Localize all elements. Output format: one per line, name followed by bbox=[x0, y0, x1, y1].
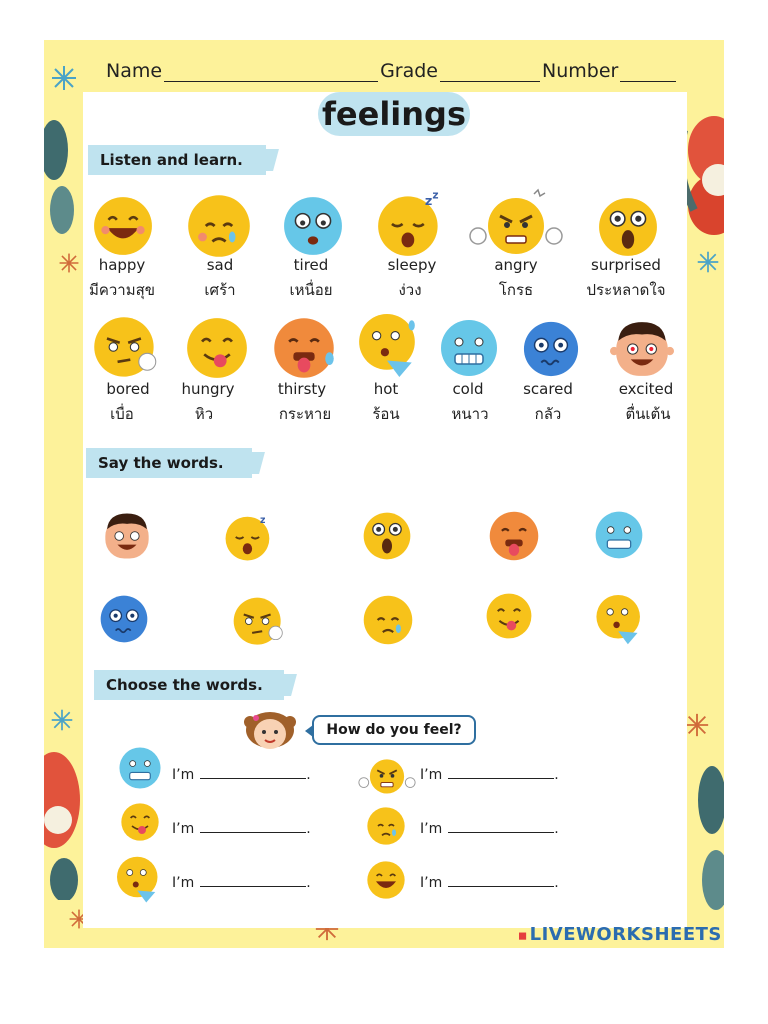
im-label: I’m bbox=[420, 767, 443, 783]
vocab-label-th: เหนื่อย bbox=[289, 281, 333, 299]
vocab-label-th: กระหาย bbox=[278, 405, 332, 423]
sad-emoji-icon[interactable] bbox=[362, 594, 414, 646]
grade-field[interactable] bbox=[440, 63, 540, 82]
bored-emoji-icon bbox=[90, 315, 160, 381]
sleepy-emoji-icon bbox=[376, 190, 444, 258]
answer-line: I’m . bbox=[172, 821, 311, 837]
section-choose-the-words: Choose the words. bbox=[94, 670, 284, 700]
im-label: I’m bbox=[420, 821, 443, 837]
speech-bubble: How do you feel? bbox=[312, 715, 476, 745]
vocab-label-th: หิว bbox=[194, 405, 214, 423]
vocab-label-en: thirsty bbox=[277, 380, 327, 398]
answer-blank[interactable] bbox=[200, 820, 306, 833]
vocab-label-en: hot bbox=[373, 380, 399, 398]
vocab-label-en: angry bbox=[494, 256, 538, 274]
logo-mark-icon: ◼ bbox=[518, 928, 528, 942]
vocab-label-en: scared bbox=[523, 380, 573, 398]
vocab-label-en: sad bbox=[206, 256, 234, 274]
happy-emoji-icon bbox=[92, 195, 154, 257]
sparkle-icon bbox=[50, 708, 74, 732]
grade-label: Grade bbox=[380, 60, 438, 82]
svg-text:z: z bbox=[432, 190, 439, 202]
name-label: Name bbox=[106, 60, 163, 82]
happy-emoji-icon bbox=[366, 860, 406, 900]
hungry-emoji-icon bbox=[184, 316, 250, 380]
leaf-decoration-left bbox=[44, 120, 84, 240]
page-title: feelings bbox=[322, 95, 466, 133]
vocab-label-th: ง่วง bbox=[398, 281, 422, 299]
thirsty-emoji-icon bbox=[270, 316, 338, 380]
thirsty-emoji-icon[interactable] bbox=[486, 510, 542, 562]
vocab-label-th: ร้อน bbox=[372, 405, 400, 423]
answer-blank[interactable] bbox=[448, 766, 554, 779]
excited-emoji-icon bbox=[610, 318, 674, 380]
answer-line: I’m . bbox=[420, 767, 559, 783]
vocab-label-en: bored bbox=[106, 380, 150, 398]
angry-emoji-icon bbox=[356, 752, 418, 796]
hungry-emoji-icon bbox=[120, 802, 160, 842]
hot-emoji-icon[interactable] bbox=[594, 594, 644, 646]
girl-avatar-icon bbox=[242, 708, 298, 752]
im-label: I’m bbox=[420, 875, 443, 891]
logo-text: LIVEWORKSHEETS bbox=[529, 924, 722, 945]
sad-emoji-icon bbox=[366, 806, 406, 846]
vocab-label-en: tired bbox=[293, 256, 329, 274]
sleepy-emoji-icon[interactable] bbox=[224, 512, 274, 562]
sparkle-icon bbox=[50, 64, 78, 92]
hungry-emoji-icon[interactable] bbox=[484, 592, 534, 640]
scared-emoji-icon bbox=[522, 320, 580, 378]
answer-line: I’m . bbox=[420, 821, 559, 837]
vocab-label-th: โกรธ bbox=[498, 281, 534, 299]
tired-emoji-icon bbox=[282, 195, 344, 257]
answer-line: I’m . bbox=[172, 767, 311, 783]
sparkle-icon bbox=[684, 712, 710, 738]
hot-emoji-icon bbox=[114, 856, 162, 904]
vocab-label-en: happy bbox=[98, 256, 146, 274]
vocab-label-th: กลัว bbox=[534, 405, 562, 423]
number-label: Number bbox=[542, 60, 619, 82]
hot-emoji-icon bbox=[356, 313, 420, 379]
scared-emoji-icon[interactable] bbox=[98, 594, 150, 644]
flower-decoration-bottom-left bbox=[44, 740, 84, 900]
im-label: I’m bbox=[172, 821, 195, 837]
vocab-label-th: หนาว bbox=[451, 405, 489, 423]
sad-emoji-icon bbox=[186, 193, 252, 259]
vocab-label-en: cold bbox=[452, 380, 484, 398]
section-listen-and-learn: Listen and learn. bbox=[88, 145, 266, 175]
name-field[interactable] bbox=[164, 63, 378, 82]
number-field[interactable] bbox=[620, 63, 676, 82]
excited-emoji-icon[interactable] bbox=[100, 510, 154, 562]
vocab-label-th: มีความสุข bbox=[88, 281, 156, 299]
vocab-label-en: surprised bbox=[591, 256, 661, 274]
vocab-label-th: ประหลาดใจ bbox=[586, 281, 666, 299]
answer-blank[interactable] bbox=[448, 820, 554, 833]
surprised-emoji-icon[interactable] bbox=[361, 511, 413, 561]
student-info-header bbox=[106, 54, 696, 82]
svg-text:z: z bbox=[424, 193, 433, 209]
section-say-the-words: Say the words. bbox=[86, 448, 252, 478]
answer-line: I’m . bbox=[420, 875, 559, 891]
answer-blank[interactable] bbox=[200, 874, 306, 887]
cold-emoji-icon bbox=[118, 746, 162, 790]
bored-emoji-icon[interactable] bbox=[230, 596, 286, 648]
svg-text:z: z bbox=[259, 514, 266, 526]
sparkle-icon bbox=[696, 250, 720, 274]
vocab-label-en: excited bbox=[618, 380, 674, 398]
im-label: I’m bbox=[172, 767, 195, 783]
surprised-emoji-icon bbox=[596, 196, 660, 258]
leaf-decoration-right bbox=[686, 760, 724, 940]
vocab-label-th: เบื่อ bbox=[110, 405, 134, 423]
liveworksheets-logo[interactable] bbox=[518, 924, 722, 945]
answer-blank[interactable] bbox=[448, 874, 554, 887]
vocab-label-th: ตื่นเต้น bbox=[625, 405, 671, 423]
vocab-label-th: เศร้า bbox=[204, 281, 236, 299]
vocab-label-en: sleepy bbox=[387, 256, 437, 274]
cold-emoji-icon[interactable] bbox=[594, 510, 644, 560]
angry-emoji-icon bbox=[466, 186, 566, 258]
cold-emoji-icon bbox=[438, 318, 500, 378]
vocab-label-en: hungry bbox=[181, 380, 235, 398]
answer-line: I’m . bbox=[172, 875, 311, 891]
answer-blank[interactable] bbox=[200, 766, 306, 779]
im-label: I’m bbox=[172, 875, 195, 891]
